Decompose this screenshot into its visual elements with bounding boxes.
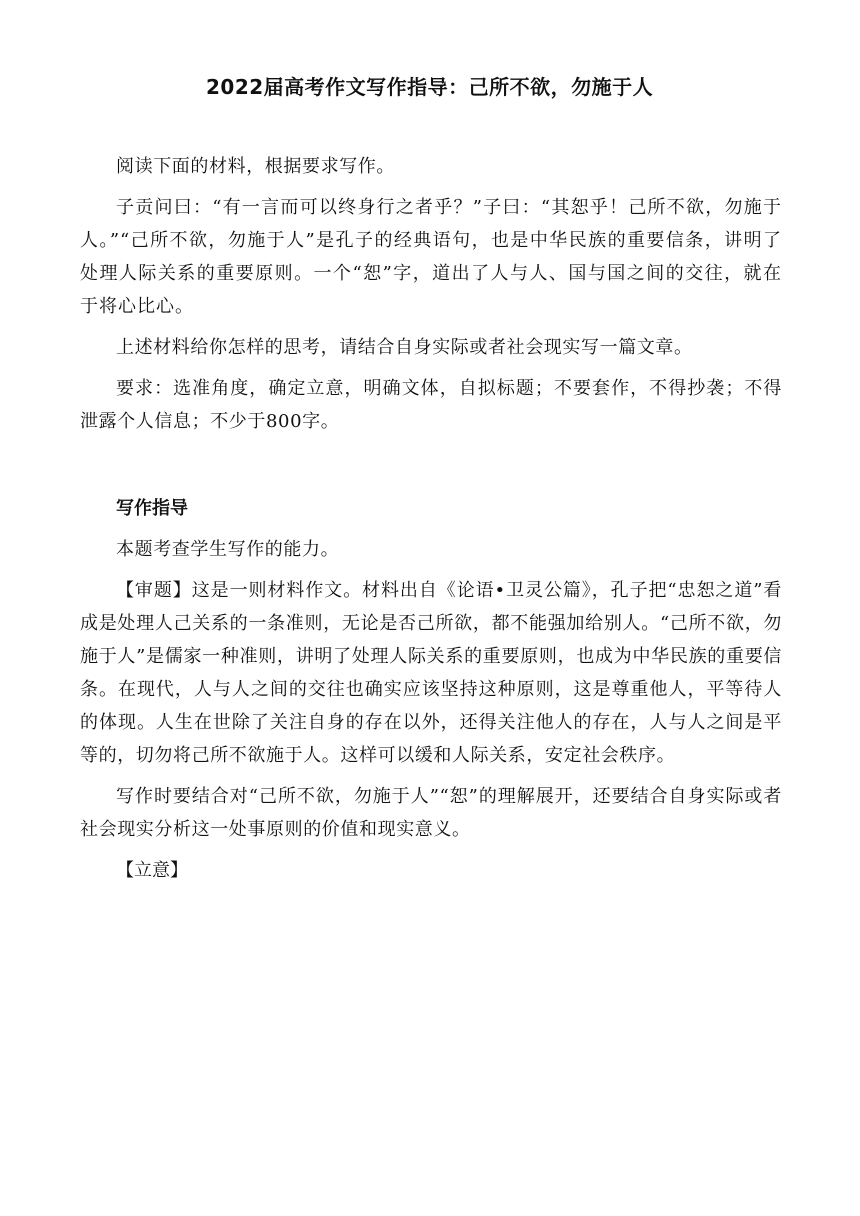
theme-heading: 【立意】 [116, 860, 188, 881]
prompt-section [80, 150, 782, 438]
writing-guide-heading: 写作指导 [116, 498, 188, 519]
guide-summary: 本题考查学生写作的能力。 [116, 539, 340, 560]
source-material: 子贡问曰：“有一言而可以终身行之者乎？”子曰：“其恕乎！己所不欲，勿施于人。”“己所不欲，勿施于人”是孔子的经典语句，也是中华民族的重要信条，讲明了处理人际关系的重要原则。一个“恕”字，道出了人与人、国与国之间的交往，就在于将心比心。 [80, 197, 782, 317]
writing-tip: 写作时要结合对“己所不欲，勿施于人”“恕”的理解展开，还要结合自身实际或者社会现实分析这一处事原则的价值和现实意义。 [80, 786, 782, 840]
writing-task: 上述材料给你怎样的思考，请结合自身实际或者社会现实写一篇文章。 [116, 337, 693, 358]
writing-guide-section [80, 492, 782, 887]
writing-requirements: 要求：选准角度，确定立意，明确文体，自拟标题；不要套作，不得抄袭；不得泄露个人信息；不少于800字。 [80, 378, 782, 432]
document-title: 2022届高考作文写作指导：己所不欲，勿施于人 [206, 75, 654, 99]
topic-analysis: 【审题】这是一则材料作文。材料出自《论语•卫灵公篇》，孔子把“忠恕之道”看成是处理人己关系的一条准则，无论是否己所欲，都不能强加给别人。“己所不欲，勿施于人”是儒家一种准则，讲明了处理人际关系的重要原则，也成为中华民族的重要信条。在现代，人与人之间的交往也确实应该坚持这种原则，这是尊重他人，平等待人的体现。人生在世除了关注自身的存在以外，还得关注他人的存在，人与人之间是平等的，切勿将己所不欲施于人。这样可以缓和人际关系，安定社会秩序。 [80, 580, 782, 766]
prompt-instruction: 阅读下面的材料，根据要求写作。 [116, 156, 395, 177]
